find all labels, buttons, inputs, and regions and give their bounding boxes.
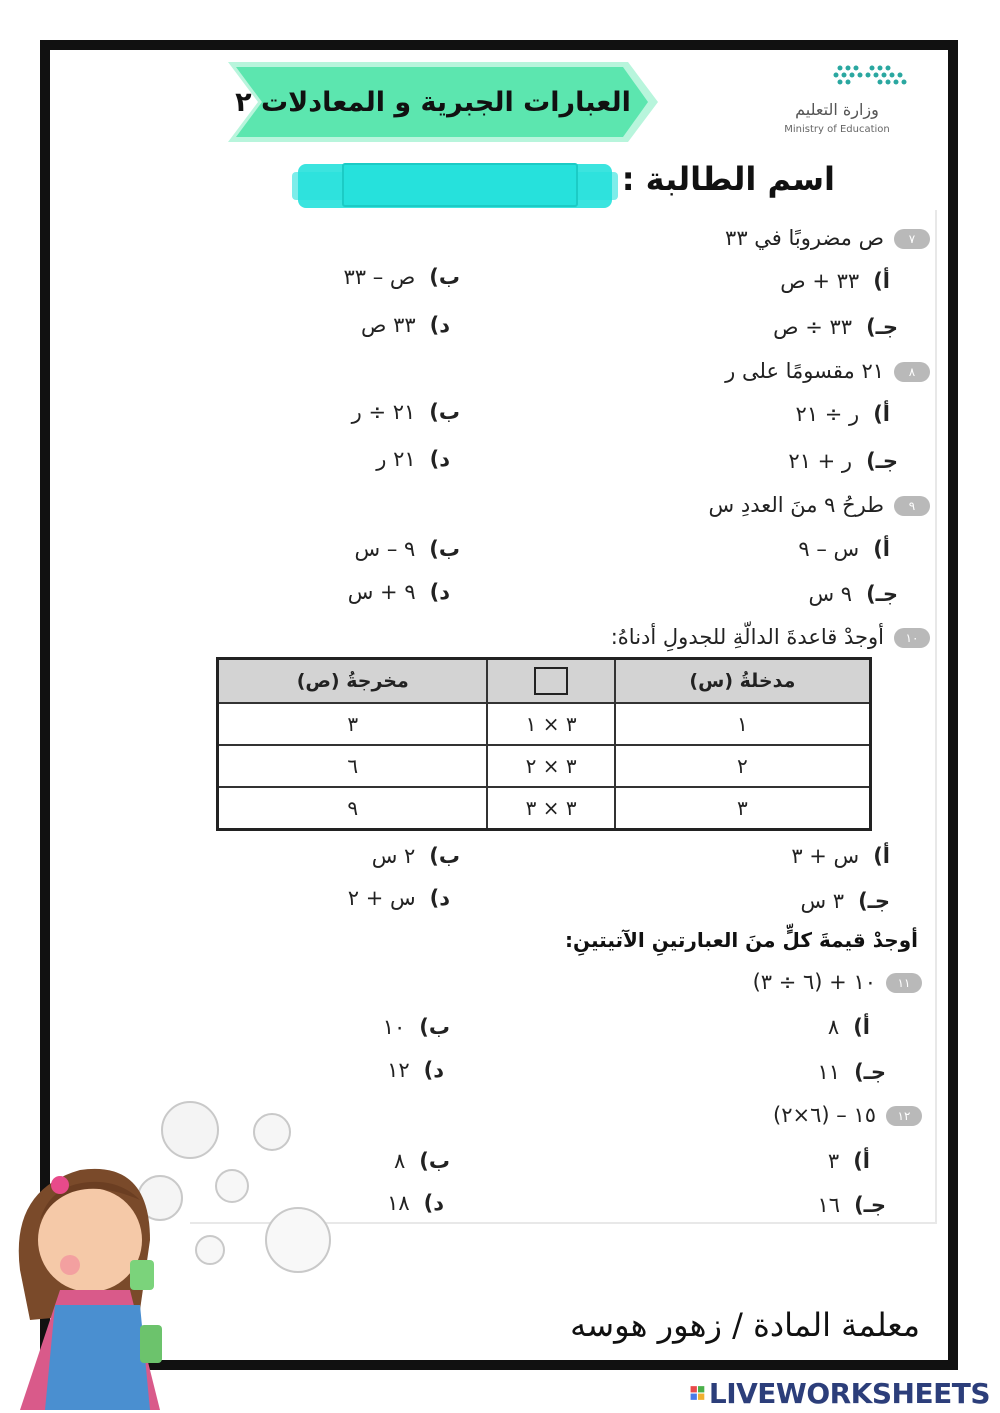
question-text: ١٠ + (٦ ÷ ٣) <box>752 970 876 994</box>
question-11 <box>560 970 922 994</box>
ministry-name-ar: وزارة التعليم <box>795 100 879 119</box>
empty-square-icon <box>534 667 568 695</box>
question-text: ٢١ مقسومًا على ر <box>725 359 884 383</box>
option-11a[interactable]: أ)٨ <box>827 1015 870 1039</box>
student-name-input[interactable] <box>342 163 578 207</box>
question-number: ٨ <box>894 362 930 382</box>
option-11b[interactable]: ب)١٠ <box>382 1015 450 1039</box>
option-12b[interactable]: ب)٨ <box>394 1149 450 1173</box>
option-9a[interactable]: أ)س – ٩ <box>798 537 890 561</box>
question-text: ص مضروبًا في ٣٣ <box>725 226 884 250</box>
instruction-text: أوجدْ قيمةَ كلٍّ منَ العبارتينِ الآتيتينِ: <box>565 928 918 952</box>
question-number: ١٠ <box>894 628 930 648</box>
question-text: طرحُ ٩ منَ العددِ س <box>708 493 884 517</box>
option-8c[interactable]: جـ)ر + ٢١ <box>788 449 898 473</box>
option-11c[interactable]: جـ)١١ <box>817 1060 886 1084</box>
option-10c[interactable]: جـ)٣ س <box>800 889 890 913</box>
option-10a[interactable]: أ)س + ٣ <box>791 844 890 868</box>
option-7a[interactable]: أ)٣٣ + ص <box>780 269 890 293</box>
question-10 <box>500 625 930 649</box>
table-header-input: مدخلةُ (س) <box>615 659 871 704</box>
table-row: ٣ ٣ × ٣ ٩ <box>218 787 871 830</box>
option-7c[interactable]: جـ)٣٣ ÷ ص <box>773 315 898 339</box>
question-text: أوجدْ قاعدةَ الدالّةِ للجدولِ أدناهُ: <box>610 625 884 649</box>
table-row: ١ ٣ × ١ ٣ <box>218 703 871 745</box>
ministry-name-en: Ministry of Education <box>784 124 890 135</box>
table-header-output: مخرجةُ (ص) <box>218 659 488 704</box>
liveworksheets-logo-icon <box>690 1380 705 1406</box>
question-9 <box>560 493 930 517</box>
liveworksheets-footer <box>690 1376 990 1410</box>
question-number: ٧ <box>894 229 930 249</box>
option-10d[interactable]: د)س + ٢ <box>347 886 450 910</box>
question-number: ١٢ <box>886 1106 922 1126</box>
liveworksheets-brand: LIVEWORKSHEETS <box>708 1376 990 1410</box>
question-7 <box>560 226 930 250</box>
function-table <box>216 657 872 831</box>
option-8d[interactable]: د)٢١ ر <box>376 447 450 471</box>
teacher-name: معلمة المادة / زهور هوسه <box>570 1306 920 1344</box>
option-9b[interactable]: ب)٩ – س <box>354 537 460 561</box>
girl-bubbles-illustration-icon <box>0 1090 340 1410</box>
question-text: ١٥ – (٦×٢) <box>773 1103 876 1127</box>
question-number: ٩ <box>894 496 930 516</box>
option-10b[interactable]: ب)٢ س <box>371 844 460 868</box>
option-11d[interactable]: د)١٢ <box>387 1058 444 1082</box>
question-8 <box>560 359 930 383</box>
student-name-label: اسم الطالبة : <box>621 160 835 198</box>
question-number: ١١ <box>886 973 922 993</box>
option-9c[interactable]: جـ)٩ س <box>808 582 898 606</box>
option-12d[interactable]: د)١٨ <box>387 1191 444 1215</box>
option-12c[interactable]: جـ)١٦ <box>817 1193 886 1217</box>
option-8a[interactable]: أ)ر ÷ ٢١ <box>795 402 890 426</box>
option-9d[interactable]: د)٩ + س <box>347 580 450 604</box>
table-header-rule <box>487 659 614 704</box>
question-12 <box>560 1103 922 1127</box>
option-7b[interactable]: ب)ص – ٣٣ <box>343 265 460 289</box>
option-7d[interactable]: د)٣٣ ص <box>360 313 450 337</box>
table-row: ٢ ٣ × ٢ ٦ <box>218 745 871 787</box>
option-12a[interactable]: أ)٣ <box>827 1149 870 1173</box>
option-8b[interactable]: ب)٢١ ÷ ر <box>351 400 460 424</box>
worksheet-title: العبارات الجبرية و المعادلات ٢ <box>235 86 631 118</box>
